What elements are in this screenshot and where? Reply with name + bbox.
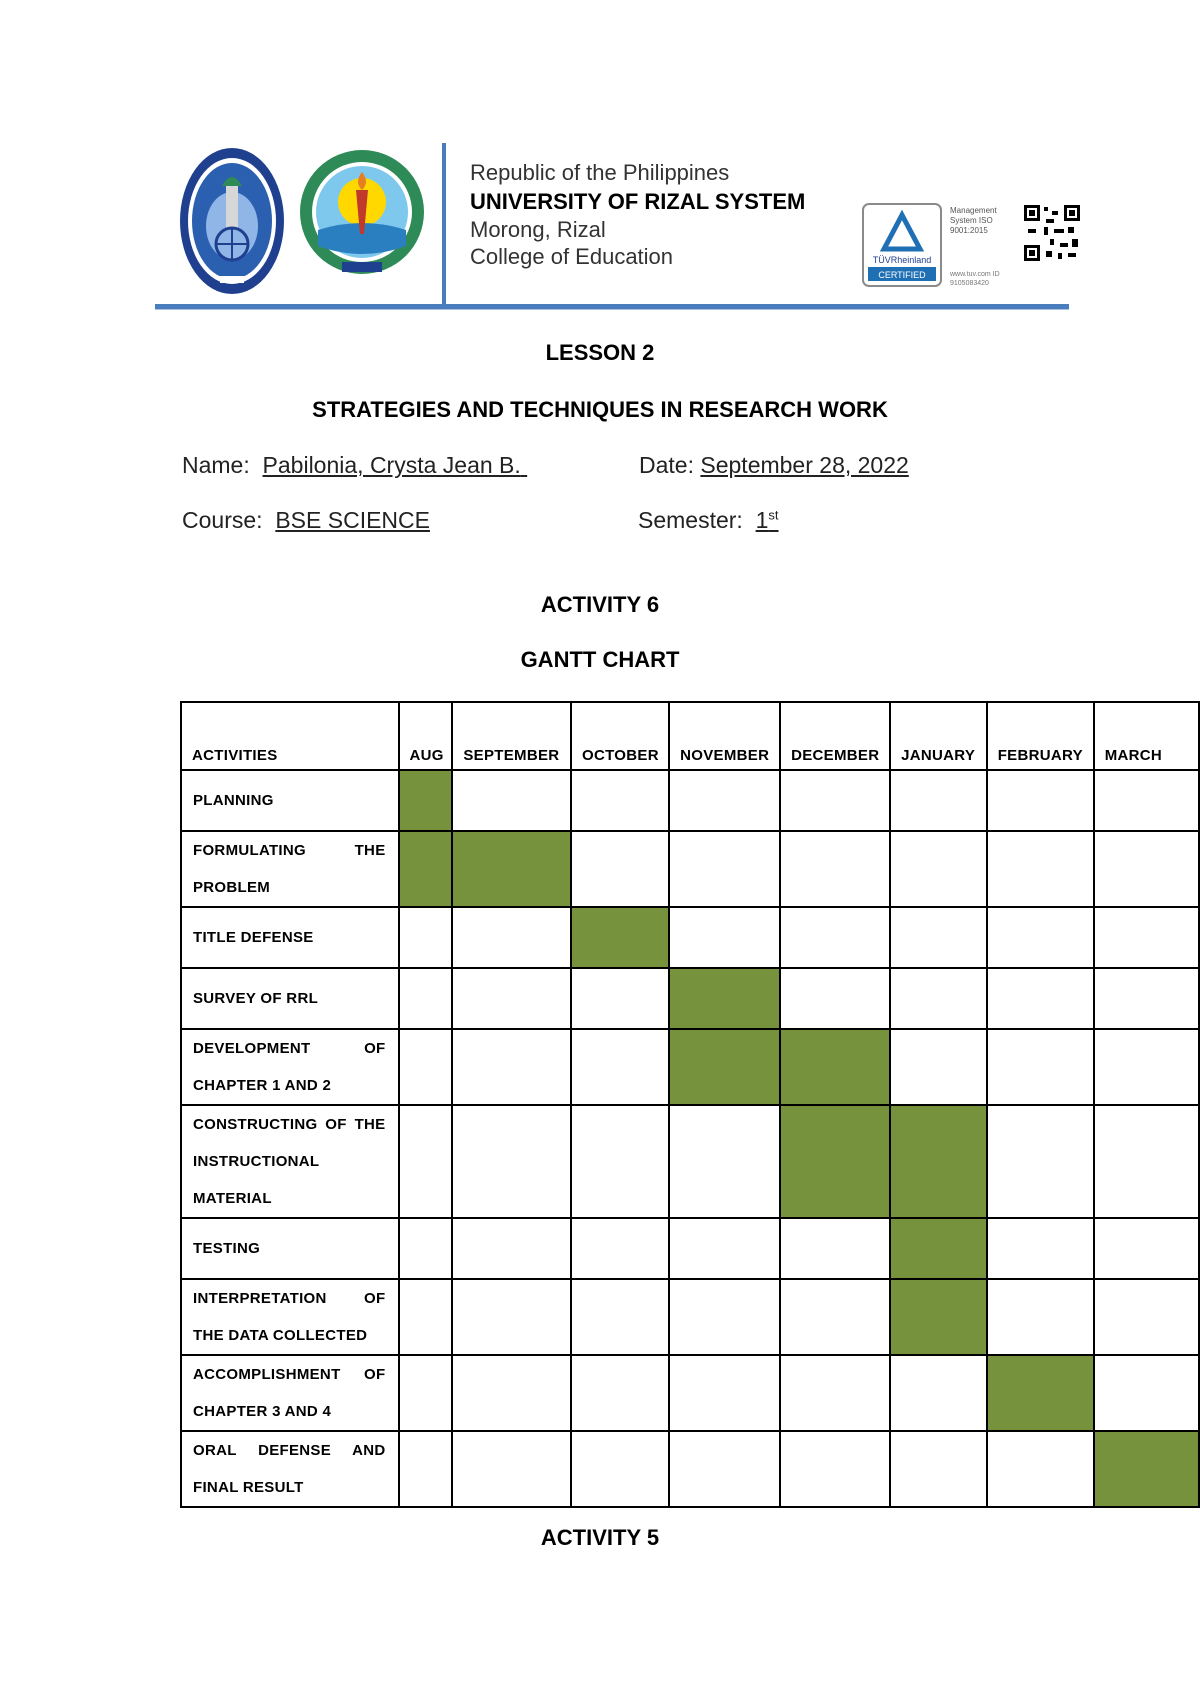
activity-label: PLANNING (181, 770, 399, 831)
activity-label: SURVEY OF RRL (181, 968, 399, 1029)
gantt-empty-cell (452, 1279, 571, 1355)
gantt-header (181, 702, 1199, 770)
gantt-empty-cell (452, 1218, 571, 1279)
gantt-empty-cell (780, 907, 890, 968)
header-divider-shadow (155, 309, 1069, 310)
gantt-empty-cell (571, 1218, 669, 1279)
gantt-bar-cell (669, 1029, 780, 1105)
certification-standard-text: Management System ISO 9001:2015 (950, 206, 997, 235)
activity-label: TESTING (181, 1218, 399, 1279)
gantt-row (181, 1218, 1199, 1279)
gantt-empty-cell (1094, 1218, 1199, 1279)
date-label: Date: (639, 452, 694, 478)
country-line: Republic of the Philippines (470, 160, 730, 185)
gantt-bar-cell (452, 831, 571, 907)
name-label: Name: (182, 452, 250, 478)
name-field (182, 452, 527, 479)
column-header-activities: ACTIVITIES (181, 702, 399, 770)
gantt-empty-cell (987, 1279, 1094, 1355)
gantt-empty-cell (987, 1431, 1094, 1507)
tuv-brand-text: TÜVRheinland (872, 255, 932, 265)
footer-activity-title: ACTIVITY 5 (540, 1525, 660, 1550)
certification-id-text: www.tuv.com ID 9105083420 (950, 271, 1000, 287)
gantt-empty-cell (890, 770, 987, 831)
semester-label: Semester: (638, 507, 743, 533)
gantt-chart-table (180, 701, 1200, 1508)
chart-title: GANTT CHART (520, 647, 680, 672)
gantt-empty-cell (1094, 907, 1199, 968)
gantt-row (181, 831, 1199, 907)
gantt-empty-cell (669, 1431, 780, 1507)
gantt-empty-cell (780, 1355, 890, 1431)
gantt-empty-cell (452, 1029, 571, 1105)
gantt-row (181, 1355, 1199, 1431)
gantt-empty-cell (987, 831, 1094, 907)
gantt-empty-cell (452, 968, 571, 1029)
gantt-row (181, 770, 1199, 831)
gantt-empty-cell (1094, 1029, 1199, 1105)
qr-code (1024, 205, 1080, 261)
gantt-empty-cell (890, 1431, 987, 1507)
date-field (639, 452, 909, 479)
gantt-empty-cell (890, 968, 987, 1029)
gantt-empty-cell (571, 831, 669, 907)
course-label: Course: (182, 507, 263, 533)
gantt-empty-cell (987, 770, 1094, 831)
gantt-empty-cell (780, 1431, 890, 1507)
name-value: Pabilonia, Crysta Jean B. (262, 452, 521, 478)
gantt-empty-cell (1094, 968, 1199, 1029)
college-name: College of Education (470, 244, 674, 269)
gantt-empty-cell (452, 1105, 571, 1218)
gantt-bar-cell (399, 831, 453, 907)
gantt-empty-cell (452, 1355, 571, 1431)
gantt-empty-cell (1094, 1279, 1199, 1355)
gantt-empty-cell (987, 1105, 1094, 1218)
gantt-row (181, 1105, 1199, 1218)
gantt-row (181, 907, 1199, 968)
gantt-empty-cell (780, 1218, 890, 1279)
gantt-bar-cell (669, 968, 780, 1029)
gantt-empty-cell (669, 831, 780, 907)
gantt-empty-cell (1094, 1105, 1199, 1218)
activity-label: DEVELOPMENT OF CHAPTER 1 AND 2 (181, 1029, 399, 1105)
gantt-empty-cell (571, 1105, 669, 1218)
tuv-certification-badge (862, 203, 942, 287)
gantt-empty-cell (669, 1279, 780, 1355)
column-header-february: FEBRUARY (987, 702, 1094, 770)
gantt-empty-cell (399, 1279, 453, 1355)
column-header-december: DECEMBER (780, 702, 890, 770)
gantt-row (181, 1431, 1199, 1507)
gantt-empty-cell (669, 1105, 780, 1218)
gantt-bar-cell (890, 1105, 987, 1218)
semester-ordinal: st (768, 507, 779, 523)
gantt-empty-cell (890, 1355, 987, 1431)
gantt-empty-cell (399, 907, 453, 968)
gantt-empty-cell (669, 1355, 780, 1431)
column-header-september: SEPTEMBER (452, 702, 571, 770)
lesson-subtitle: STRATEGIES AND TECHNIQUES IN RESEARCH WORK (312, 397, 888, 422)
column-header-aug: AUG (399, 702, 453, 770)
gantt-body (181, 770, 1199, 1507)
gantt-empty-cell (571, 1029, 669, 1105)
lesson-title: LESSON 2 (545, 340, 655, 365)
semester-value: 1 (755, 507, 769, 533)
gantt-row (181, 1029, 1199, 1105)
semester-field (638, 507, 779, 534)
gantt-empty-cell (399, 1431, 453, 1507)
gantt-empty-cell (669, 1218, 780, 1279)
gantt-empty-cell (669, 907, 780, 968)
gantt-empty-cell (399, 1355, 453, 1431)
course-value: BSE SCIENCE (275, 507, 430, 533)
gantt-empty-cell (890, 831, 987, 907)
gantt-empty-cell (571, 1279, 669, 1355)
gantt-empty-cell (1094, 1355, 1199, 1431)
gantt-empty-cell (987, 1029, 1094, 1105)
gantt-bar-cell (890, 1218, 987, 1279)
gantt-empty-cell (780, 1279, 890, 1355)
gantt-empty-cell (571, 1355, 669, 1431)
gantt-bar-cell (399, 770, 453, 831)
gantt-row (181, 1279, 1199, 1355)
tuv-certified-label: CERTIFIED (878, 270, 926, 280)
column-header-march: MARCH (1094, 702, 1199, 770)
gantt-empty-cell (1094, 770, 1199, 831)
gantt-empty-cell (780, 770, 890, 831)
activity-label: INTERPRETATION OF THE DATA COLLECTED (181, 1279, 399, 1355)
university-name: UNIVERSITY OF RIZAL SYSTEM (470, 189, 806, 214)
gantt-bar-cell (890, 1279, 987, 1355)
activity-label: TITLE DEFENSE (181, 907, 399, 968)
gantt-empty-cell (890, 1029, 987, 1105)
gantt-empty-cell (571, 770, 669, 831)
gantt-bar-cell (1094, 1431, 1199, 1507)
gantt-empty-cell (399, 1105, 453, 1218)
column-header-january: JANUARY (890, 702, 987, 770)
activity-label: CONSTRUCTING OF THE INSTRUCTIONAL MATERIAL (181, 1105, 399, 1218)
gantt-empty-cell (987, 1218, 1094, 1279)
gantt-row (181, 968, 1199, 1029)
gantt-bar-cell (780, 1029, 890, 1105)
column-header-november: NOVEMBER (669, 702, 780, 770)
gantt-bar-cell (780, 1105, 890, 1218)
gantt-empty-cell (1094, 831, 1199, 907)
activity-label: ORAL DEFENSE AND FINAL RESULT (181, 1431, 399, 1507)
gantt-bar-cell (987, 1355, 1094, 1431)
gantt-empty-cell (571, 968, 669, 1029)
activity-label: FORMULATING THE PROBLEM (181, 831, 399, 907)
course-field (182, 507, 430, 534)
header-divider-vertical (442, 143, 446, 307)
gantt-empty-cell (452, 1431, 571, 1507)
gantt-empty-cell (571, 1431, 669, 1507)
gantt-empty-cell (780, 968, 890, 1029)
gantt-empty-cell (669, 770, 780, 831)
gantt-empty-cell (399, 1218, 453, 1279)
gantt-empty-cell (780, 831, 890, 907)
gantt-empty-cell (890, 907, 987, 968)
date-value: September 28, 2022 (700, 452, 909, 478)
gantt-empty-cell (452, 907, 571, 968)
university-seal-logo (178, 146, 286, 296)
gantt-empty-cell (987, 907, 1094, 968)
gantt-bar-cell (571, 907, 669, 968)
gantt-empty-cell (399, 968, 453, 1029)
college-of-education-logo (298, 146, 426, 282)
gantt-empty-cell (452, 770, 571, 831)
activity-title: ACTIVITY 6 (540, 592, 660, 617)
activity-label: ACCOMPLISHMENT OF CHAPTER 3 AND 4 (181, 1355, 399, 1431)
gantt-empty-cell (987, 968, 1094, 1029)
gantt-empty-cell (399, 1029, 453, 1105)
campus-location: Morong, Rizal (470, 217, 606, 242)
column-header-october: OCTOBER (571, 702, 669, 770)
